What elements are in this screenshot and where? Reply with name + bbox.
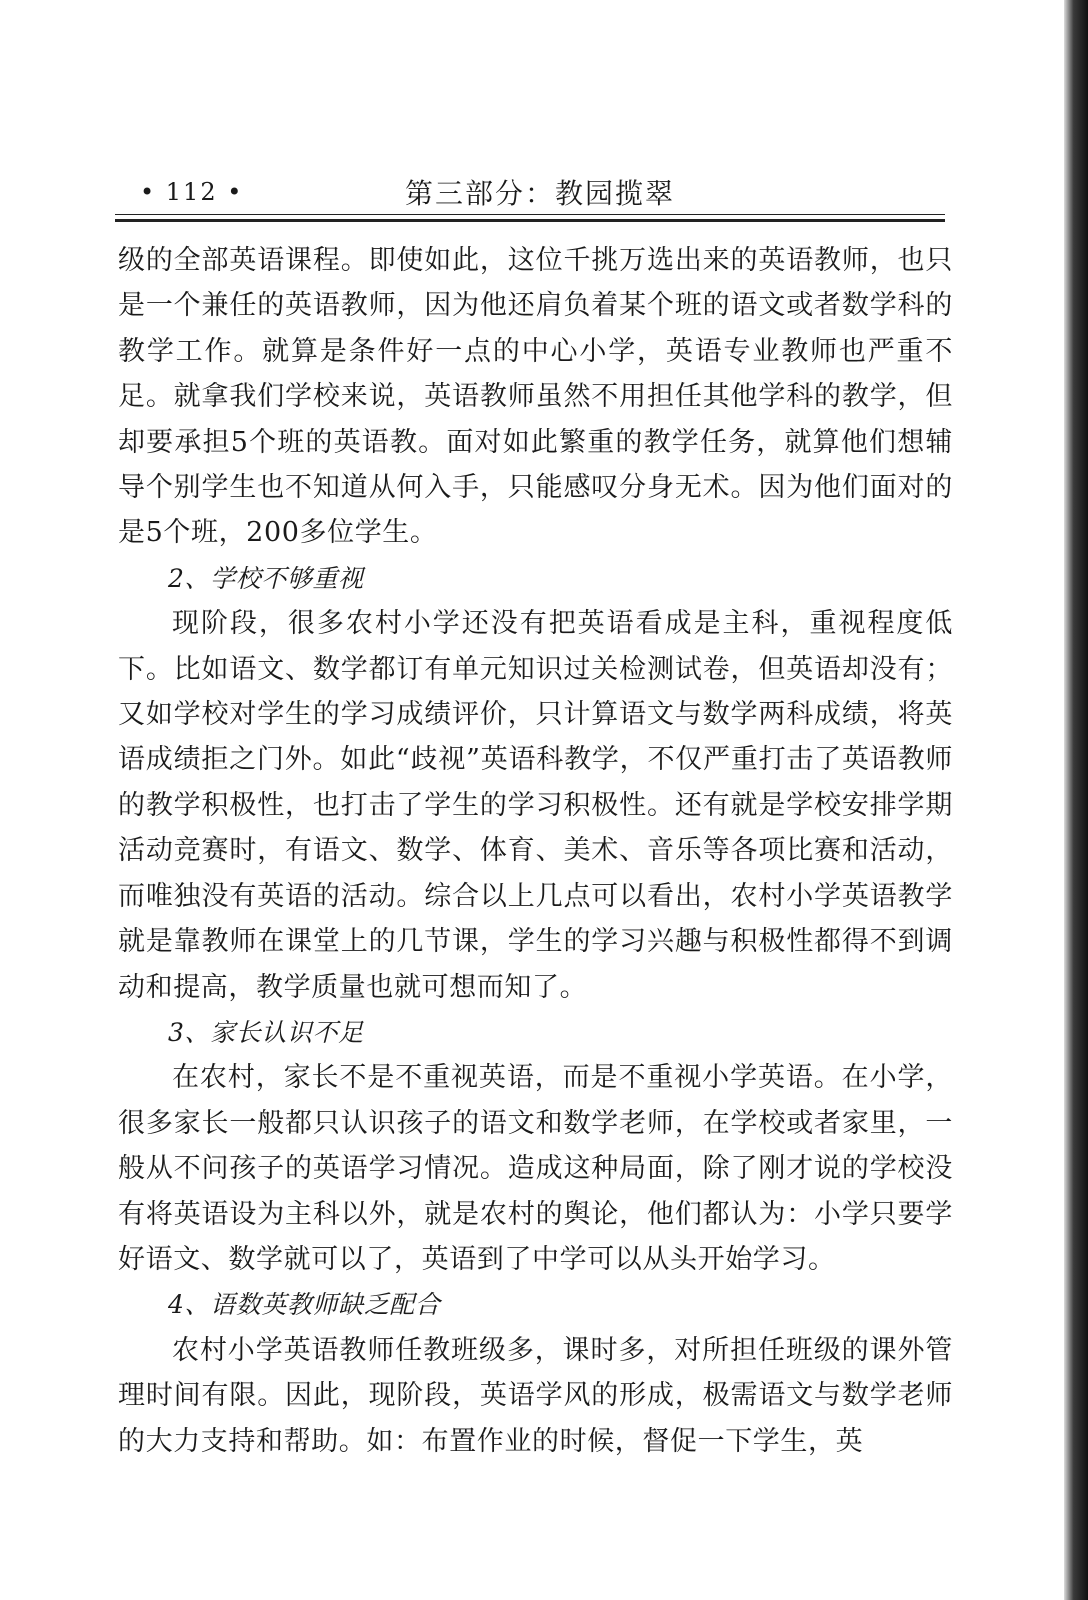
page-header [120, 170, 940, 210]
paragraph: 农村小学英语教师任教班级多，课时多，对所担任班级的课外管理时间有限。因此，现阶段，英语学风的形成，极需语文与数学老师的大力支持和帮助。如：布置作业的时候，督促一下学生，英 [118, 1334, 953, 1457]
header-rule-thin [115, 214, 945, 215]
section-heading-3: 3、家长认识不足 [168, 1017, 364, 1047]
body-text [118, 238, 953, 1464]
page-number: • 112 • [140, 178, 244, 206]
paragraph: 现阶段，很多农村小学还没有把英语看成是主科，重视程度低下。比如语文、数学都订有单元知识过关检测试卷，但英语却没有；又如学校对学生的学习成绩评价，只计算语文与数学两科成绩，将英语成绩拒之门外。如此“歧视”英语科教学，不仅严重打击了英语教师的教学积极性，也打击了学生的学习积极性。还有就是学校安排学期活动竞赛时，有语文、数学、体育、美术、音乐等各项比赛和活动，而唯独没有英语的活动。综合以上几点可以看出，农村小学英语教学就是靠教师在课堂上的几节课，学生的学习兴趣与积极性都得不到调动和提高，教学质量也就可想而知了。 [118, 608, 953, 1003]
paragraph-continued: 级的全部英语课程。即使如此，这位千挑万选出来的英语教师，也只是一个兼任的英语教师，因为他还肩负着某个班的语文或者数学科的教学工作。就算是条件好一点的中心小学，英语专业教师也严重不足。就拿我们学校来说，英语教师虽然不用担任其他学科的教学，但却要承担5个班的英语教。面对如此繁重的教学任务，就算他们想辅导个别学生也不知道从何入手，只能感叹分身无术。因为他们面对的是5个班，200多位学生。 [118, 245, 953, 549]
header-rule-thick [115, 219, 945, 222]
scan-edge-shadow [1064, 0, 1088, 1600]
section-heading-4: 4、语数英教师缺乏配合 [168, 1290, 441, 1320]
paragraph: 在农村，家长不是不重视英语，而是不重视小学英语。在小学，很多家长一般都只认识孩子的语文和数学老师，在学校或者家里，一般从不问孩子的英语学习情况。造成这种局面，除了刚才说的学校没有将英语设为主科以外，就是农村的舆论，他们都认为：小学只要学好语文、数学就可以了，英语到了中学可以从头开始学习。 [118, 1062, 953, 1275]
running-title: 第三部分：教园揽翠 [405, 177, 676, 210]
section-heading-2: 2、学校不够重视 [168, 563, 364, 593]
